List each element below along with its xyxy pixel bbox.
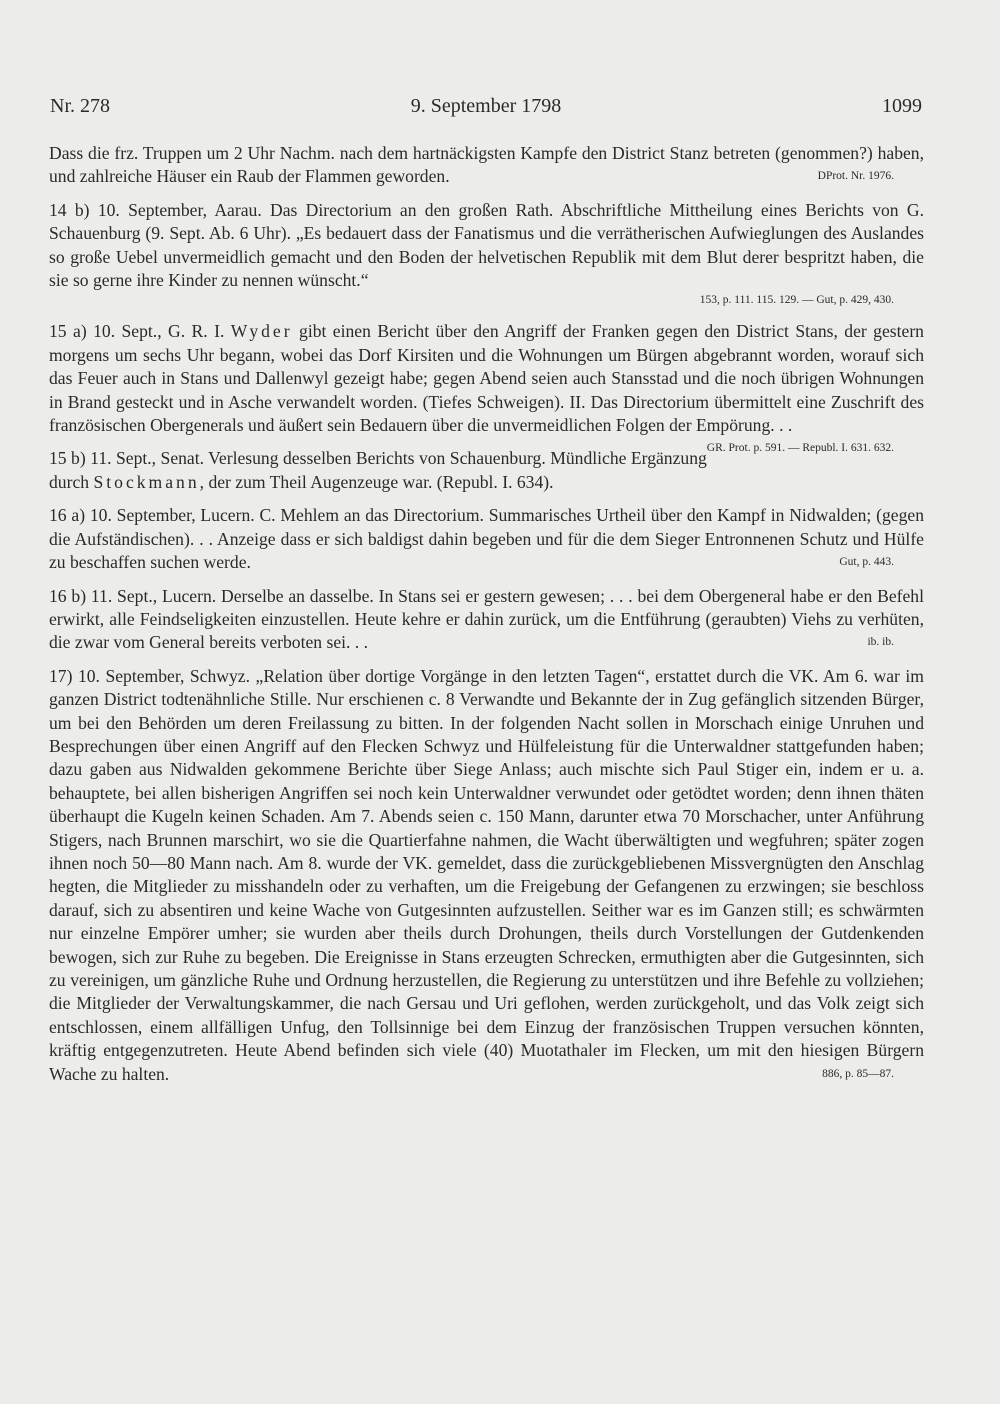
entry-spaced-name: Wyder — [230, 321, 293, 342]
document-number: Nr. 278 — [50, 95, 110, 117]
entry-text-after: , der zum Theil Augenzeuge war. (Republ. I. 634). — [199, 471, 554, 492]
entry-14b — [49, 199, 924, 311]
entry-source: GR. Prot. p. 591. — Republ. I. 631. 632. — [706, 442, 894, 455]
entry-spaced-name: Stockmann — [93, 471, 200, 492]
page-header — [50, 95, 922, 129]
entry-text-after: gibt einen Bericht über den Angriff der Franken gegen den District Stans, der gestern morgens um sechs Uhr begann, wobei das Dorf Kirsiten und die Wohnungen um Bürgen abgebrannt worden, worauf sich das Feuer auch in Stans und Dallenwyl gezeigt habe; gegen Abend seien auch Stansstad und die noch übrigen Wohnungen in Brand gesteckt und in Asche verwandelt worden. (Tiefes Schweigen). II. Das Directorium übermittelt eine Zuschrift des französischen Obergenerals und äußert sein Bedauern über die unvermeidlichen Folgen der Empörung. . . — [49, 321, 924, 436]
header-date: 9. September 1798 — [410, 95, 562, 117]
entry-text: 16 b) 11. Sept., Lucern. Derselbe an dasselbe. In Stans sei er gestern gewesen; . . . bei dem Obergeneral habe er den Befehl erwirkt, alle Feindseligkeiten einzustellen. Heute kehre er dahin zurück, um die Entführung (geraubten) Viehs zu verhüten, die zwar vom General bereits verboten sei. . . — [49, 585, 924, 653]
entry-text: 16 a) 10. September, Lucern. C. Mehlem an das Directorium. Summarisches Urtheil über den Kampf in Nidwalden; (gegen die Aufständischen). . . Anzeige dass er sich baldigst dahin begeben und für die dem Sieger Entronnenen Schutz und Hülfe zu beschaffen suchen werde. — [49, 505, 924, 573]
entry-16a — [49, 504, 924, 574]
entry-text: 14 b) 10. September, Aarau. Das Directorium an den großen Rath. Abschriftliche Mittheilung eines Berichts von G. Schauenburg (9. Sept. Ab. 6 Uhr). „Es bedauert dass der Fanatismus und die verrätherischen Aufwieglungen des Auslandes so große Uebel unvermeidlich gemacht und den Boden der helvetischen Republik mit dem Blut derer bespritzt haben, die sie so gerne ihre Kinder zu nennen wünscht.“ — [49, 199, 924, 291]
entry-source: DProt. Nr. 1976. — [817, 170, 894, 183]
entry-text-before: 15 a) 10. Sept., G. R. I. — [49, 321, 225, 342]
entry-15a — [49, 320, 924, 455]
entry-source: 886, p. 85—87. — [822, 1067, 894, 1080]
entry-17 — [49, 665, 924, 1086]
entry-source: Gut, p. 443. — [839, 556, 894, 569]
entry-source: ib. ib. — [867, 636, 894, 649]
page-number: 1099 — [882, 95, 922, 117]
document-body — [49, 142, 924, 1096]
entry-text: 17) 10. September, Schwyz. „Relation über dortige Vorgänge in den letzten Tagen“, erstattet durch die VK. Am 6. war im ganzen District todtenähnliche Stille. Nur erschienen c. 8 Verwandte und Bekannte der in Zug gefänglich sitzenden Bürger, um bei den Behörden um deren Freilassung zu bitten. In der folgenden Nacht sollen in Morschach einige Unruhen und Besprechungen über einen Angriff auf den Flecken Schwyz und Hülfeleistung für die Unterwaldner stattgefunden haben; dazu gaben aus Nidwalden gekommene Berichte über Siege Anlass; auch mischte sich Paul Stiger ein, indem er u. a. behauptete, bei allen bisherigen Angriffen sei noch kein Unterwaldner verwundet oder getödtet worden; denn ihnen thäten überhaupt die Kugeln keinen Schaden. Am 7. Abends seien c. 150 Mann, darunter etwa 70 Morschacher, unter Anführung Stigers, nach Brunnen marschirt, wo sie die Quartierfahne nahmen, die Wacht überwältigten und wegfuhren; später zogen ihnen noch 50—80 Mann nach. Am 8. wurde der VK. gemeldet, dass die zurückgebliebenen Missvergnügten den Anschlag hegten, die Mitglieder zu misshandeln oder zu verhaften, um die Freigebung der Gefangenen zu erzwingen; sie beschloss darauf, sich zu absentiren und keine Wache von Gutgesinnten aufzustellen. Seither war es im Ganzen still; es schwärmten nur einzelne Empörer umher; sie wurden aber theils durch Drohungen, theils durch Vorstellungen der Gutdenkenden bewogen, sich zur Ruhe zu begeben. Die Ereignisse in Stans erzeugten Schrecken, ermuthigten aber die Gutgesinnten, sich zu vereinigen, um gänzliche Ruhe und Ordnung herzustellen, die Regierung zu unterstützen und ihre Befehle zu vollziehen; die Mitglieder der Verwaltungskammer, die nach Gersau und Uri geflohen, werden zurückgeholt, und das Volk zeigt sich entschlossen, einem allfälligen Unfug, den Tollsinnige bei dem Einzug der französischen Truppen versuchen könnten, kräftig entgegenzutreten. Heute Abend befinden sich viele (40) Muotathaler im Flecken, um mit den hiesigen Bürgern Wache zu halten. — [49, 665, 924, 1084]
entry-text-before: 15 b) 11. Sept., Senat. Verlesung desselben Berichts von Schauenburg. Mündliche Ergänzung durch — [49, 448, 707, 492]
entry-16b — [49, 585, 924, 655]
entry-continuation — [49, 142, 924, 189]
entry-text: Dass die frz. Truppen um 2 Uhr Nachm. nach dem hartnäckigsten Kampfe den District Stanz betreten (genommen?) haben, und zahlreiche Häuser ein Raub der Flammen geworden. — [49, 143, 924, 187]
entry-source: 153, p. 111. 115. 129. — Gut, p. 429, 430. — [699, 294, 894, 307]
